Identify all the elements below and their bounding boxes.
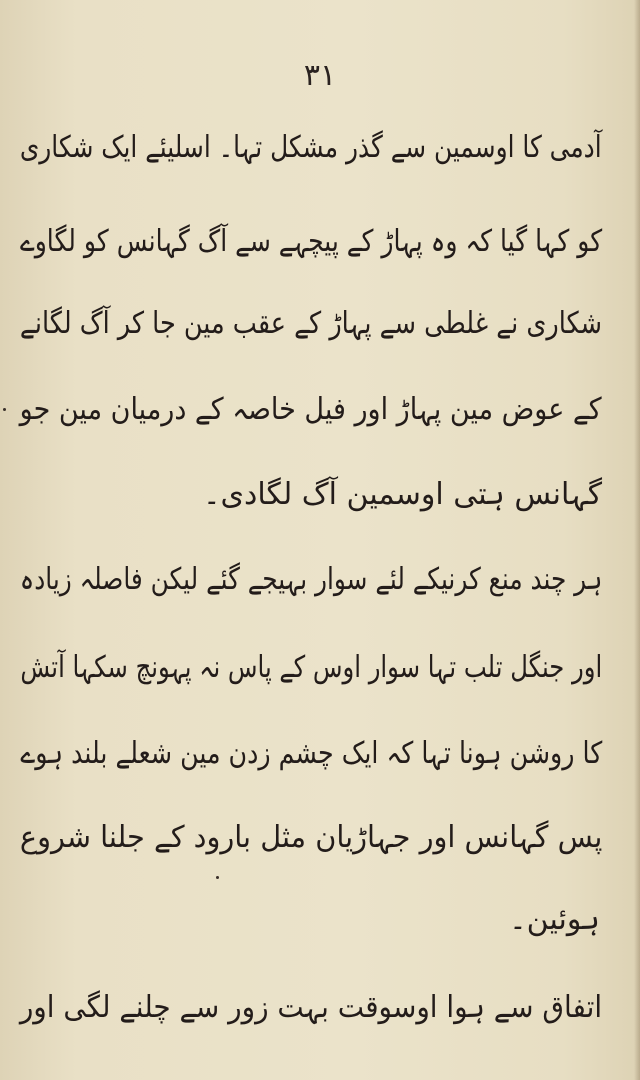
text-line-9: پس گہانس اور جہاڑیان مثل بارود کے جلنا شروع (19, 820, 602, 855)
ink-speck (216, 876, 219, 879)
text-line-4: کے عوض مین پہاڑ اور فیل خاصہ کے درمیان مین جو (20, 392, 602, 427)
text-line-10: ہوئین۔ (509, 902, 600, 937)
page-number: ۳۱ (303, 58, 337, 93)
text-line-3: شکاری نے غلطی سے پہاڑ کے عقب مین جا کر آگ لگانے (19, 306, 602, 341)
text-line-7: اور جنگل تلب تہا سوار اوس کے پاس نہ پہونچ سکہا آتش (20, 650, 602, 685)
text-line-6: ہر چند منع کرنیکے لئے سوار بہیجے گئے لیکن فاصلہ زیادہ (19, 562, 602, 597)
text-line-11: اتفاق سے ہوا اوسوقت بہت زور سے چلنے لگی اور (19, 990, 602, 1025)
text-line-2: کو کہا گیا کہ وہ پہاڑ کے پیچہے سے آگ گہانس کو لگاوے (19, 224, 602, 259)
text-line-5: گہانس ہتی اوسمین آگ لگادی۔ (202, 477, 602, 512)
text-line-1: آدمی کا اوسمین سے گذر مشکل تہا۔ اسلیئے ایک شکاری (20, 130, 602, 165)
page-edge-shadow (634, 0, 640, 1080)
ink-speck (3, 408, 6, 411)
text-line-8: کا روشن ہونا تہا کہ ایک چشم زدن مین شعلے بلند ہوے (20, 736, 602, 771)
